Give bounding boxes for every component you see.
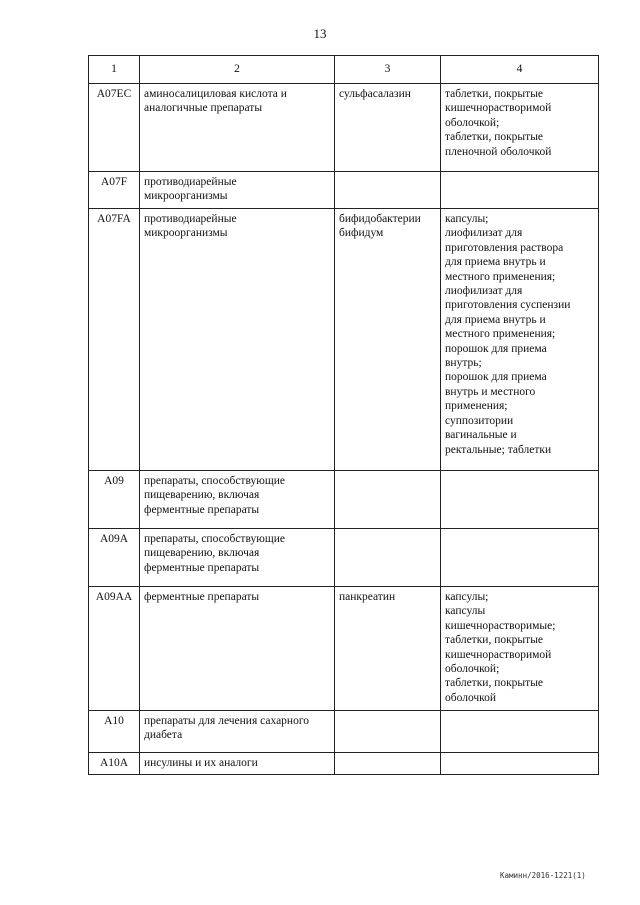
atc-code-cell: A10 bbox=[89, 711, 140, 753]
column-header-3: 3 bbox=[335, 56, 441, 84]
cell-text-line: противодиарейные bbox=[144, 213, 237, 225]
cell-text-line: порошок для приема bbox=[445, 371, 547, 384]
table-row bbox=[89, 711, 599, 753]
dosage-forms-cell bbox=[441, 711, 599, 753]
cell-text-line: диабета bbox=[144, 729, 183, 742]
group-name-cell bbox=[140, 172, 335, 209]
group-name-cell bbox=[140, 753, 335, 775]
table-header-row bbox=[89, 56, 599, 84]
cell-text-line: бифидобактерии bbox=[339, 213, 421, 225]
substance-cell bbox=[335, 172, 441, 209]
table-row bbox=[89, 172, 599, 209]
cell-text-line: лиофилизат для bbox=[445, 227, 523, 240]
cell-text-line: пищеварению, включая bbox=[144, 547, 260, 560]
table-row bbox=[89, 753, 599, 775]
table-row bbox=[89, 587, 599, 711]
atc-code-cell: A09AA bbox=[89, 587, 140, 711]
cell-text-line: лиофилизат для bbox=[445, 285, 523, 298]
cell-text-line: местного применения; bbox=[445, 270, 556, 283]
dosage-forms-cell bbox=[441, 587, 599, 711]
cell-text-line: порошок для приема bbox=[445, 342, 547, 355]
cell-text-line: аналогичные препараты bbox=[144, 102, 263, 115]
cell-text-line: для приема внутрь и bbox=[445, 256, 546, 269]
cell-text-line: капсулы; bbox=[445, 591, 489, 603]
dosage-forms-cell bbox=[441, 753, 599, 775]
cell-text-line: местного применения; bbox=[445, 328, 556, 341]
dosage-forms-cell bbox=[441, 471, 599, 529]
cell-text-line: панкреатин bbox=[339, 591, 396, 603]
cell-text-line: кишечнорастворимые; bbox=[445, 619, 556, 632]
cell-text-line: ректальные; таблетки bbox=[445, 443, 552, 456]
cell-text-line: капсулы bbox=[445, 605, 486, 618]
cell-text-line: таблетки, покрытые bbox=[445, 131, 544, 144]
substance-cell bbox=[335, 753, 441, 775]
cell-text-line: сульфасалазин bbox=[339, 88, 411, 100]
atc-code-cell: A07F bbox=[89, 172, 140, 209]
cell-text-line: оболочкой; bbox=[445, 116, 500, 129]
cell-text-line: противодиарейные bbox=[144, 176, 237, 188]
cell-text-line: внутрь и местного bbox=[445, 385, 536, 398]
substance-cell bbox=[335, 84, 441, 172]
dosage-forms-cell bbox=[441, 209, 599, 471]
group-name-cell bbox=[140, 587, 335, 711]
group-name-cell bbox=[140, 84, 335, 172]
page-number: 13 bbox=[313, 26, 327, 41]
dosage-forms-cell bbox=[441, 529, 599, 587]
table-row bbox=[89, 84, 599, 172]
dosage-forms-cell bbox=[441, 172, 599, 209]
cell-text-line: применения; bbox=[445, 400, 508, 413]
cell-text-line: ферментные препараты bbox=[144, 561, 260, 574]
atc-code-cell: A07FA bbox=[89, 209, 140, 471]
dosage-forms-cell bbox=[441, 84, 599, 172]
cell-text-line: оболочкой bbox=[445, 691, 497, 704]
cell-text-line: ферментные препараты bbox=[144, 503, 260, 516]
atc-code-cell: A09A bbox=[89, 529, 140, 587]
cell-text-line: микроорганизмы bbox=[144, 190, 228, 203]
cell-text-line: капсулы; bbox=[445, 213, 489, 225]
cell-text-line: таблетки, покрытые bbox=[445, 88, 544, 100]
cell-text-line: препараты, способствующие bbox=[144, 475, 285, 487]
group-name-cell bbox=[140, 711, 335, 753]
table-row bbox=[89, 529, 599, 587]
cell-text-line: бифидум bbox=[339, 227, 384, 240]
cell-text-line: инсулины и их аналоги bbox=[144, 757, 258, 769]
substance-cell bbox=[335, 209, 441, 471]
cell-text-line: таблетки, покрытые bbox=[445, 677, 544, 690]
cell-text-line: пищеварению, включая bbox=[144, 489, 260, 502]
atc-code-cell: A10A bbox=[89, 753, 140, 775]
group-name-cell bbox=[140, 529, 335, 587]
substance-cell bbox=[335, 711, 441, 753]
column-header-2: 2 bbox=[140, 56, 335, 84]
cell-text-line: аминосалициловая кислота и bbox=[144, 88, 287, 100]
cell-text-line: кишечнорастворимой bbox=[445, 102, 552, 115]
substance-cell bbox=[335, 471, 441, 529]
cell-text-line: для приема внутрь и bbox=[445, 313, 546, 326]
cell-text-line: оболочкой; bbox=[445, 663, 500, 676]
cell-text-line: вагинальные и bbox=[445, 429, 517, 442]
atc-code-cell: A09 bbox=[89, 471, 140, 529]
atc-code-cell: A07EC bbox=[89, 84, 140, 172]
cell-text-line: ферментные препараты bbox=[144, 591, 260, 603]
cell-text-line: приготовления раствора bbox=[445, 241, 564, 254]
group-name-cell bbox=[140, 209, 335, 471]
cell-text-line: внутрь; bbox=[445, 357, 482, 370]
column-header-4: 4 bbox=[441, 56, 599, 84]
group-name-cell bbox=[140, 471, 335, 529]
cell-text-line: таблетки, покрытые bbox=[445, 634, 544, 647]
substance-cell bbox=[335, 587, 441, 711]
substance-cell bbox=[335, 529, 441, 587]
cell-text-line: кишечнорастворимой bbox=[445, 648, 552, 661]
footer-stamp: Каминн/2016-1221(1) bbox=[500, 871, 586, 880]
cell-text-line: препараты для лечения сахарного bbox=[144, 715, 310, 727]
table-row bbox=[89, 471, 599, 529]
cell-text-line: суппозитории bbox=[445, 414, 514, 427]
drug-classification-table bbox=[88, 55, 599, 775]
cell-text-line: пленочной оболочкой bbox=[445, 145, 552, 158]
cell-text-line: микроорганизмы bbox=[144, 227, 228, 240]
column-header-1: 1 bbox=[89, 56, 140, 84]
table-row bbox=[89, 209, 599, 471]
cell-text-line: приготовления суспензии bbox=[445, 299, 571, 312]
cell-text-line: препараты, способствующие bbox=[144, 533, 285, 545]
